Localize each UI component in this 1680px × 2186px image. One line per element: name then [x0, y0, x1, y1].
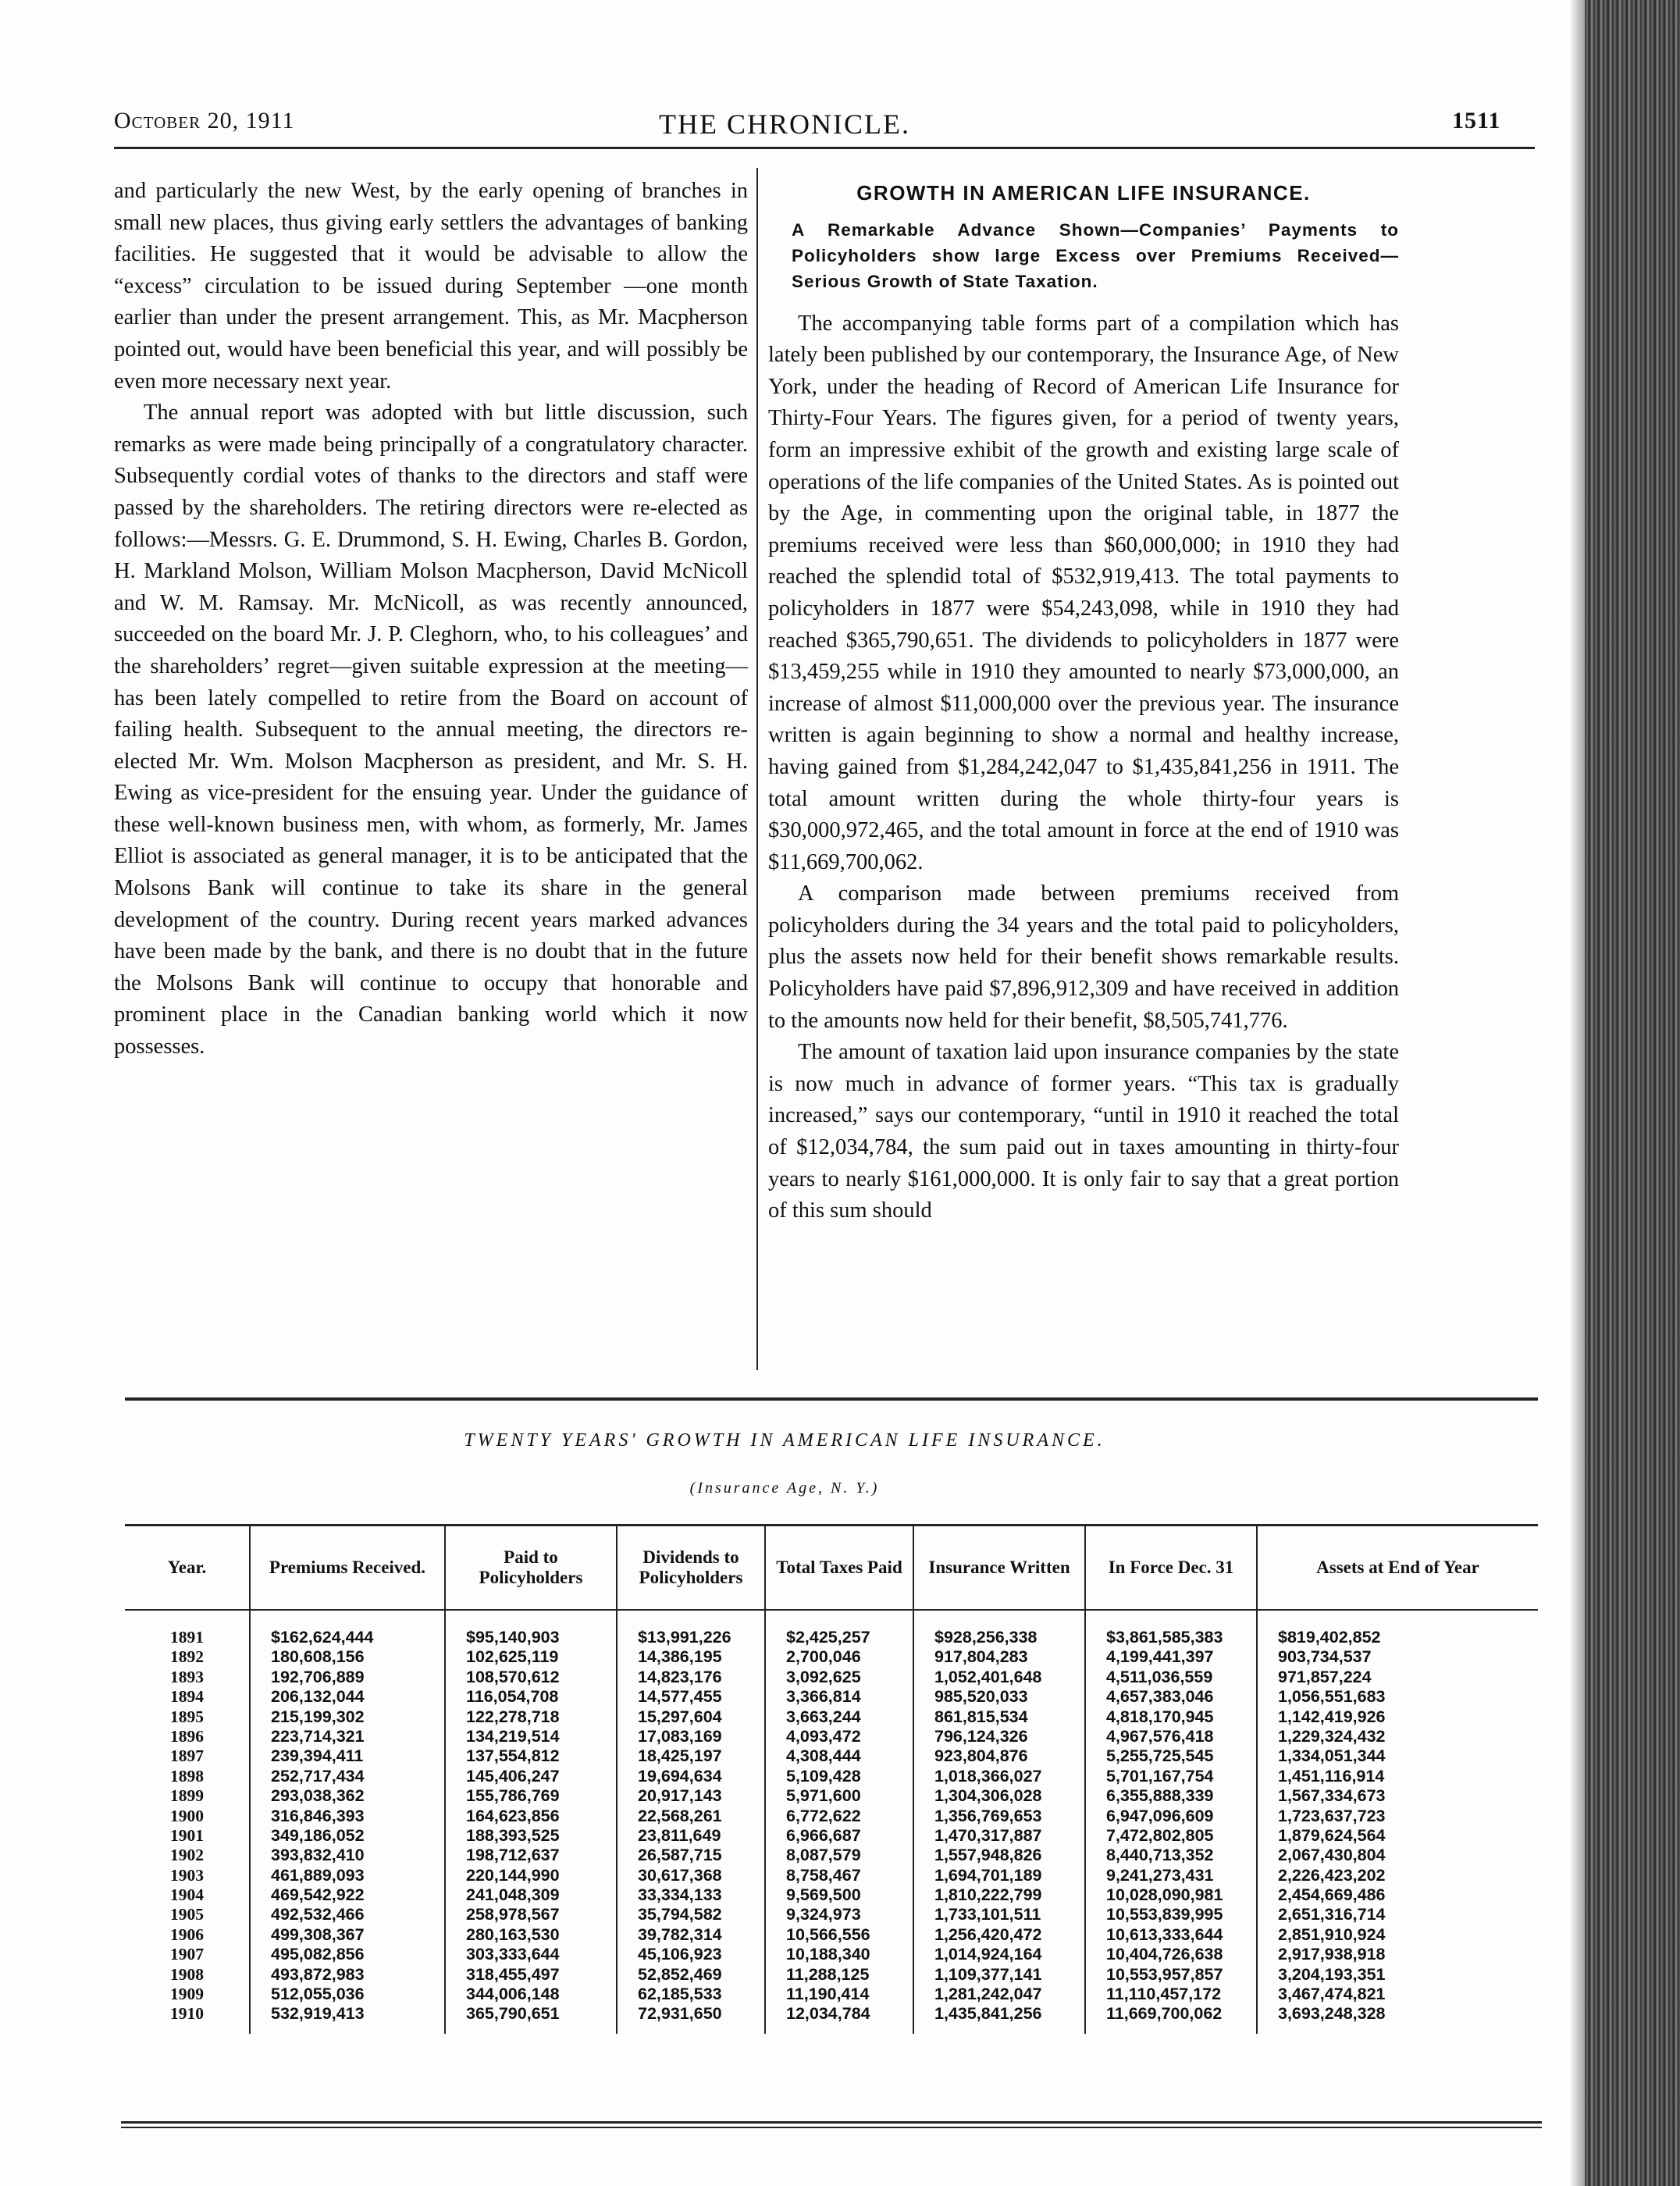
table-cell-written: 1,281,242,047 [934, 1985, 1042, 2004]
table-cell-premiums: 239,394,411 [271, 1746, 364, 1766]
table-cell-taxes: 11,190,414 [786, 1985, 870, 2004]
table-cell-premiums: 206,132,044 [271, 1687, 365, 1707]
table-cell-paid: 344,006,148 [466, 1985, 560, 2004]
table-cell-taxes: 4,093,472 [786, 1726, 861, 1746]
table-cell-premiums: 349,186,052 [271, 1825, 365, 1845]
table-cell-paid: 134,219,514 [466, 1726, 560, 1746]
table-cell-assets: 2,067,430,804 [1278, 1846, 1386, 1865]
table-cell-taxes: 11,288,125 [786, 1964, 870, 1984]
table-cell-dividends: 39,782,314 [638, 1924, 722, 1944]
table-cell-year: 1894 [170, 1687, 204, 1707]
left-paragraph-2: The annual report was adopted with but little discussion, such remarks as were made being principally of a congratulatory character. Subsequently cordial votes of thanks to the directors and staff were passed by the shareholders. The retiring directors were re-elected as follows:—Messrs. G. E. Drummond, S. H. Ewing, Charles B. Gordon, H. Markland Molson, William Molson Macpherson, David McNicoll and W. M. Ramsay. Mr. McNicoll, as was recently announced, succeeded on the board Mr. J. P. Cleghorn, who, to his colleagues’ and the shareholders’ regret—given suitable expression at the meeting—has been lately compelled to retire from the Board on account of failing health. Subsequent to the annual meeting, the directors re-elected Mr. Wm. Molson Macpherson as president, and Mr. S. H. Ewing as vice-president for the ensuing year. Under the guidance of these well-known business men, with whom, as formerly, Mr. James Elliot is associated as general manager, it is to be anticipated that the Molsons Bank will continue to take its share in the general development of the country. During recent years marked advances have been made by the bank, and there is no doubt that in the future the Molsons Bank will continue to occupy that honorable and prominent place in the Canadian banking world which it now possesses. [114, 401, 748, 1059]
article-title: GROWTH IN AMERICAN LIFE INSURANCE. [856, 181, 1311, 205]
table-cell-taxes: 3,366,814 [786, 1687, 861, 1707]
table-cell-in-force: 5,701,167,754 [1106, 1766, 1214, 1785]
table-cell-paid: 155,786,769 [466, 1786, 560, 1806]
header-taxes: Total Taxes Paid [765, 1526, 913, 1611]
table-cell-year: 1892 [170, 1647, 204, 1667]
table-cell-paid: 280,163,530 [466, 1924, 560, 1944]
table-cell-paid: 102,625,119 [466, 1647, 559, 1667]
table-cell-paid: 108,570,612 [466, 1667, 560, 1686]
table-cell-year: 1891 [170, 1628, 204, 1647]
table-cell-written: 861,815,534 [934, 1707, 1028, 1726]
table-cell-taxes: 5,109,428 [786, 1766, 861, 1785]
table-cell-assets: 3,204,193,351 [1278, 1964, 1386, 1984]
table-cell-year: 1906 [170, 1924, 204, 1944]
table-cell-dividends: 23,811,649 [638, 1825, 721, 1845]
page-edge-shadow [1569, 0, 1586, 2186]
table-cell-taxes: 8,087,579 [786, 1846, 861, 1865]
table-cell-paid: 365,790,651 [466, 2004, 560, 2024]
table-cell-in-force: 11,110,457,172 [1106, 1985, 1222, 2004]
table-cell-taxes: 6,966,687 [786, 1825, 861, 1845]
table-cell-year: 1898 [170, 1766, 204, 1785]
table-cell-year: 1908 [170, 1964, 204, 1984]
table-cell-paid: 164,623,856 [466, 1806, 560, 1825]
table-cell-in-force: 10,028,090,981 [1106, 1885, 1223, 1905]
column-year [125, 1610, 250, 2034]
table-cell-dividends: 17,083,169 [638, 1726, 722, 1746]
table-cell-written: 1,304,306,028 [934, 1786, 1042, 1806]
table-cell-taxes: 3,663,244 [786, 1707, 861, 1726]
table-cell-premiums: 499,308,367 [271, 1924, 365, 1944]
table-cell-premiums: 493,872,983 [271, 1964, 365, 1984]
table-cell-in-force: 4,199,441,397 [1106, 1647, 1214, 1667]
table-cell-dividends: 14,577,455 [638, 1687, 722, 1707]
header-page-number: 1511 [1452, 108, 1501, 134]
table-cell-premiums: 293,038,362 [271, 1786, 365, 1806]
table-cell-year: 1900 [170, 1806, 204, 1825]
table-cell-year: 1899 [170, 1786, 204, 1806]
right-column [768, 176, 1399, 1227]
table-cell-year: 1910 [170, 2004, 204, 2024]
table-cell-taxes: 6,772,622 [786, 1806, 861, 1825]
table-cell-in-force: 8,440,713,352 [1106, 1846, 1214, 1865]
article-subtitle: A Remarkable Advance Shown—Companies’ Payments to Policyholders show large Excess over Premiums Received—Serious Growth of State Taxation. [792, 219, 1399, 291]
table-cell-dividends: 20,917,143 [638, 1786, 722, 1806]
column-dividends [617, 1610, 765, 2034]
column-premiums [250, 1610, 445, 2034]
header-written: Insurance Written [913, 1526, 1085, 1611]
table-cell-in-force: 4,657,383,046 [1106, 1687, 1214, 1707]
table-cell-assets: 903,734,537 [1278, 1647, 1372, 1667]
table-cell-written: 1,052,401,648 [934, 1667, 1042, 1686]
table-cell-written: 1,109,377,141 [934, 1964, 1042, 1984]
right-paragraph-3: The amount of taxation laid upon insurance companies by the state is now much in advance of former years. “This tax is gradually increased,” says our contemporary, “until in 1910 it reached the total of $12,034,784, the sum paid out in taxes amounting in thirty-four years to nearly $161,000,000. It is only fair to say that a great portion of this sum should [768, 1040, 1399, 1223]
table-cell-year: 1901 [170, 1825, 204, 1845]
table-cell-assets: 1,451,116,914 [1278, 1766, 1385, 1785]
table-cell-dividends: 18,425,197 [638, 1746, 722, 1766]
table-cell-paid: 318,455,497 [466, 1964, 560, 1984]
column-paid [445, 1610, 617, 2034]
table-cell-premiums: 192,706,889 [271, 1667, 365, 1686]
table-cell-paid: 241,048,309 [466, 1885, 560, 1905]
table-cell-premiums: 316,846,393 [271, 1806, 365, 1825]
table-cell-assets: 971,857,224 [1278, 1667, 1372, 1686]
table-cell-premiums: 492,532,466 [271, 1905, 365, 1924]
table-cell-premiums: 223,714,321 [271, 1726, 365, 1746]
table-cell-year: 1905 [170, 1905, 204, 1924]
table-cell-assets: 2,226,423,202 [1278, 1865, 1386, 1885]
table-cell-in-force: 11,669,700,062 [1106, 2004, 1223, 2024]
table-cell-year: 1897 [170, 1746, 204, 1766]
table-cell-premiums: 180,608,156 [271, 1647, 365, 1667]
left-paragraph-1: and particularly the new West, by the early opening of branches in small new places, thus giving early settlers the advantages of banking facilities. He suggested that it would be advisable to allow the “excess” circulation to be issued during September —one month earlier than under the present arrangement. This, as Mr. Macpherson pointed out, would have been beneficial this year, and will possibly be even more necessary next year. [114, 179, 748, 393]
left-column [114, 176, 748, 1063]
table-cell-paid: 122,278,718 [466, 1707, 560, 1726]
table-cell-taxes: $2,425,257 [786, 1628, 870, 1647]
table-cell-assets: 1,142,419,926 [1278, 1707, 1386, 1726]
table-cell-written: 1,733,101,511 [934, 1905, 1041, 1924]
table-cell-year: 1909 [170, 1985, 204, 2004]
table-section-rule [125, 1397, 1538, 1401]
table-cell-taxes: 12,034,784 [786, 2004, 870, 2024]
table-cell-dividends: 14,386,195 [638, 1647, 722, 1667]
table-cell-dividends: $13,991,226 [638, 1628, 731, 1647]
table-cell-year: 1907 [170, 1945, 204, 1964]
table-cell-written: 923,804,876 [934, 1746, 1028, 1766]
table-cell-paid: 188,393,525 [466, 1825, 560, 1845]
column-divider [756, 168, 758, 1370]
table-cell-dividends: 26,587,715 [638, 1846, 722, 1865]
table-cell-dividends: 15,297,604 [638, 1707, 722, 1726]
table-cell-dividends: 35,794,582 [638, 1905, 722, 1924]
table-bottom-rule-thin [121, 2127, 1542, 2128]
table-cell-assets: 1,229,324,432 [1278, 1726, 1386, 1746]
table-cell-premiums: 252,717,434 [271, 1766, 365, 1785]
table-cell-premiums: 512,055,036 [271, 1985, 365, 2004]
header-date: October 20, 1911 [114, 108, 295, 134]
right-paragraph-2: A comparison made between premiums received from policyholders during the 34 years and the total paid to policyholders, plus the assets now held for their benefit shows remarkable results. Policyholders have paid $7,896,912,309 and have received in addition to the amounts now held for their benefit, $8,505,741,776. [768, 881, 1399, 1033]
table-cell-dividends: 14,823,176 [638, 1667, 722, 1686]
table-cell-premiums: 495,082,856 [271, 1945, 365, 1964]
table-cell-year: 1896 [170, 1726, 204, 1746]
table-cell-year: 1904 [170, 1885, 204, 1905]
table-cell-premiums: 469,542,922 [271, 1885, 365, 1905]
table-cell-written: 1,435,841,256 [934, 2004, 1042, 2024]
table-cell-in-force: 4,967,576,418 [1106, 1726, 1214, 1746]
table-cell-assets: 1,056,551,683 [1278, 1687, 1386, 1707]
column-taxes [765, 1610, 913, 2034]
table-cell-written: 985,520,033 [934, 1687, 1028, 1707]
header-premiums: Premiums Received. [250, 1526, 445, 1611]
table-cell-assets: 2,851,910,924 [1278, 1924, 1386, 1944]
table-body-row [125, 1610, 1538, 2034]
table-cell-taxes: 10,188,340 [786, 1945, 870, 1964]
table-bottom-rule [121, 2121, 1542, 2124]
table-cell-premiums: 393,832,410 [271, 1846, 365, 1865]
table-cell-taxes: 10,566,556 [786, 1924, 870, 1944]
table-cell-assets: 3,693,248,328 [1278, 2004, 1386, 2024]
table-cell-written: 1,470,317,887 [934, 1825, 1042, 1845]
table-cell-in-force: 10,553,957,857 [1106, 1964, 1223, 1984]
table-cell-in-force: 5,255,725,545 [1106, 1746, 1214, 1766]
column-in-force [1085, 1610, 1257, 2034]
table-cell-dividends: 45,106,923 [638, 1945, 722, 1964]
table-cell-written: 1,014,924,164 [934, 1945, 1042, 1964]
table-cell-assets: 1,334,051,344 [1278, 1746, 1386, 1766]
table-cell-in-force: $3,861,585,383 [1106, 1628, 1223, 1647]
table-cell-taxes: 3,092,625 [786, 1667, 861, 1686]
table-cell-paid: 137,554,812 [466, 1746, 560, 1766]
table-cell-paid: 303,333,644 [466, 1945, 560, 1964]
table-cell-taxes: 8,758,467 [786, 1865, 861, 1885]
header-dividends: Dividends to Policyholders [617, 1526, 765, 1611]
book-gutter [1585, 0, 1680, 2186]
table-cell-dividends: 30,617,368 [638, 1865, 722, 1885]
header-in-force: In Force Dec. 31 [1085, 1526, 1257, 1611]
table-cell-written: 917,804,283 [934, 1647, 1028, 1667]
table-cell-assets: 1,879,624,564 [1278, 1825, 1386, 1845]
table-source: (Insurance Age, N. Y.) [689, 1479, 880, 1497]
table-cell-year: 1902 [170, 1846, 204, 1865]
table-cell-written: 1,356,769,653 [934, 1806, 1042, 1825]
table-cell-taxes: 5,971,600 [786, 1786, 861, 1806]
table-title: TWENTY YEARS' GROWTH IN AMERICAN LIFE INSURANCE. [464, 1430, 1105, 1451]
table-cell-taxes: 9,569,500 [786, 1885, 861, 1905]
header-paid: Paid to Policyholders [445, 1526, 617, 1611]
table-cell-written: 1,256,420,472 [934, 1924, 1042, 1944]
table-cell-paid: 145,406,247 [466, 1766, 560, 1785]
column-assets [1257, 1610, 1538, 2034]
table-cell-assets: 3,467,474,821 [1278, 1985, 1386, 2004]
table-cell-dividends: 72,931,650 [638, 2004, 722, 2024]
table-cell-assets: 2,454,669,486 [1278, 1885, 1386, 1905]
table-cell-written: 1,557,948,826 [934, 1846, 1042, 1865]
table-cell-dividends: 19,694,634 [638, 1766, 722, 1785]
table-cell-written: 796,124,326 [934, 1726, 1028, 1746]
table-cell-paid: 198,712,637 [466, 1846, 560, 1865]
table-cell-premiums: 215,199,302 [271, 1707, 365, 1726]
table-cell-taxes: 2,700,046 [786, 1647, 861, 1667]
table-cell-assets: 1,723,637,723 [1278, 1806, 1386, 1825]
header-assets: Assets at End of Year [1257, 1526, 1538, 1611]
table-cell-taxes: 9,324,973 [786, 1905, 861, 1924]
table-cell-year: 1893 [170, 1667, 204, 1686]
table-cell-dividends: 22,568,261 [638, 1806, 722, 1825]
header-year: Year. [125, 1526, 250, 1611]
table-cell-in-force: 6,947,096,609 [1106, 1806, 1214, 1825]
table-cell-written: 1,018,366,027 [934, 1766, 1042, 1785]
table-cell-assets: 1,567,334,673 [1278, 1786, 1386, 1806]
table-cell-dividends: 62,185,533 [638, 1985, 722, 2004]
table-cell-written: 1,810,222,799 [934, 1885, 1042, 1905]
table-cell-paid: 258,978,567 [466, 1905, 560, 1924]
table-cell-in-force: 9,241,273,431 [1106, 1865, 1214, 1885]
table-cell-in-force: 10,553,839,995 [1106, 1905, 1223, 1924]
table-cell-premiums: 532,919,413 [271, 2004, 365, 2024]
table-cell-written: 1,694,701,189 [934, 1865, 1042, 1885]
table-cell-taxes: 4,308,444 [786, 1746, 861, 1766]
table-cell-paid: $95,140,903 [466, 1628, 560, 1647]
table-cell-written: $928,256,338 [934, 1628, 1038, 1647]
table-cell-in-force: 6,355,888,339 [1106, 1786, 1214, 1806]
table-cell-year: 1903 [170, 1865, 204, 1885]
table-header-row [125, 1526, 1538, 1611]
table-cell-in-force: 10,613,333,644 [1106, 1924, 1223, 1944]
table-cell-assets: $819,402,852 [1278, 1628, 1381, 1647]
table-cell-dividends: 52,852,469 [638, 1964, 722, 1984]
table-cell-dividends: 33,334,133 [638, 1885, 722, 1905]
table-cell-year: 1895 [170, 1707, 204, 1726]
table-cell-assets: 2,651,316,714 [1278, 1905, 1386, 1924]
table-cell-premiums: 461,889,093 [271, 1865, 365, 1885]
table-cell-in-force: 7,472,802,805 [1106, 1825, 1214, 1845]
table-cell-paid: 116,054,708 [466, 1687, 559, 1707]
header-title: THE CHRONICLE. [659, 109, 910, 140]
table-cell-in-force: 10,404,726,638 [1106, 1945, 1223, 1964]
right-paragraph-1: The accompanying table forms part of a compilation which has lately been published by our contemporary, the Insurance Age, of New York, under the heading of Record of American Life Insurance for Thirty-Four Years. The figures given, for a period of twenty years, form an impressive exhibit of the growth and existing large scale of operations of the life companies of the United States. As is pointed out by the Age, in commenting upon the original table, in 1877 the premiums received were less than $60,000,000; in 1910 they had reached the splendid total of $532,919,413. The total payments to policyholders in 1877 were $54,243,098, while in 1910 they had reached $365,790,651. The dividends to policyholders in 1877 were $13,459,255 while in 1910 they amounted to nearly $73,000,000, an increase of almost $11,000,000 over the previous year. The insurance written is again beginning to show a normal and healthy increase, having gained from $1,284,242,047 to $1,435,841,256 in 1911. The total amount written during the whole thirty-four years is $30,000,972,465, and the total amount in force at the end of 1910 was $11,669,700,062. [768, 311, 1399, 874]
header-rule [114, 147, 1535, 149]
column-written [913, 1610, 1085, 2034]
table-cell-in-force: 4,511,036,559 [1106, 1667, 1213, 1686]
table-cell-assets: 2,917,938,918 [1278, 1945, 1386, 1964]
table-cell-premiums: $162,624,444 [271, 1628, 374, 1647]
table-cell-paid: 220,144,990 [466, 1865, 560, 1885]
growth-table [125, 1524, 1538, 2034]
table-cell-in-force: 4,818,170,945 [1106, 1707, 1214, 1726]
